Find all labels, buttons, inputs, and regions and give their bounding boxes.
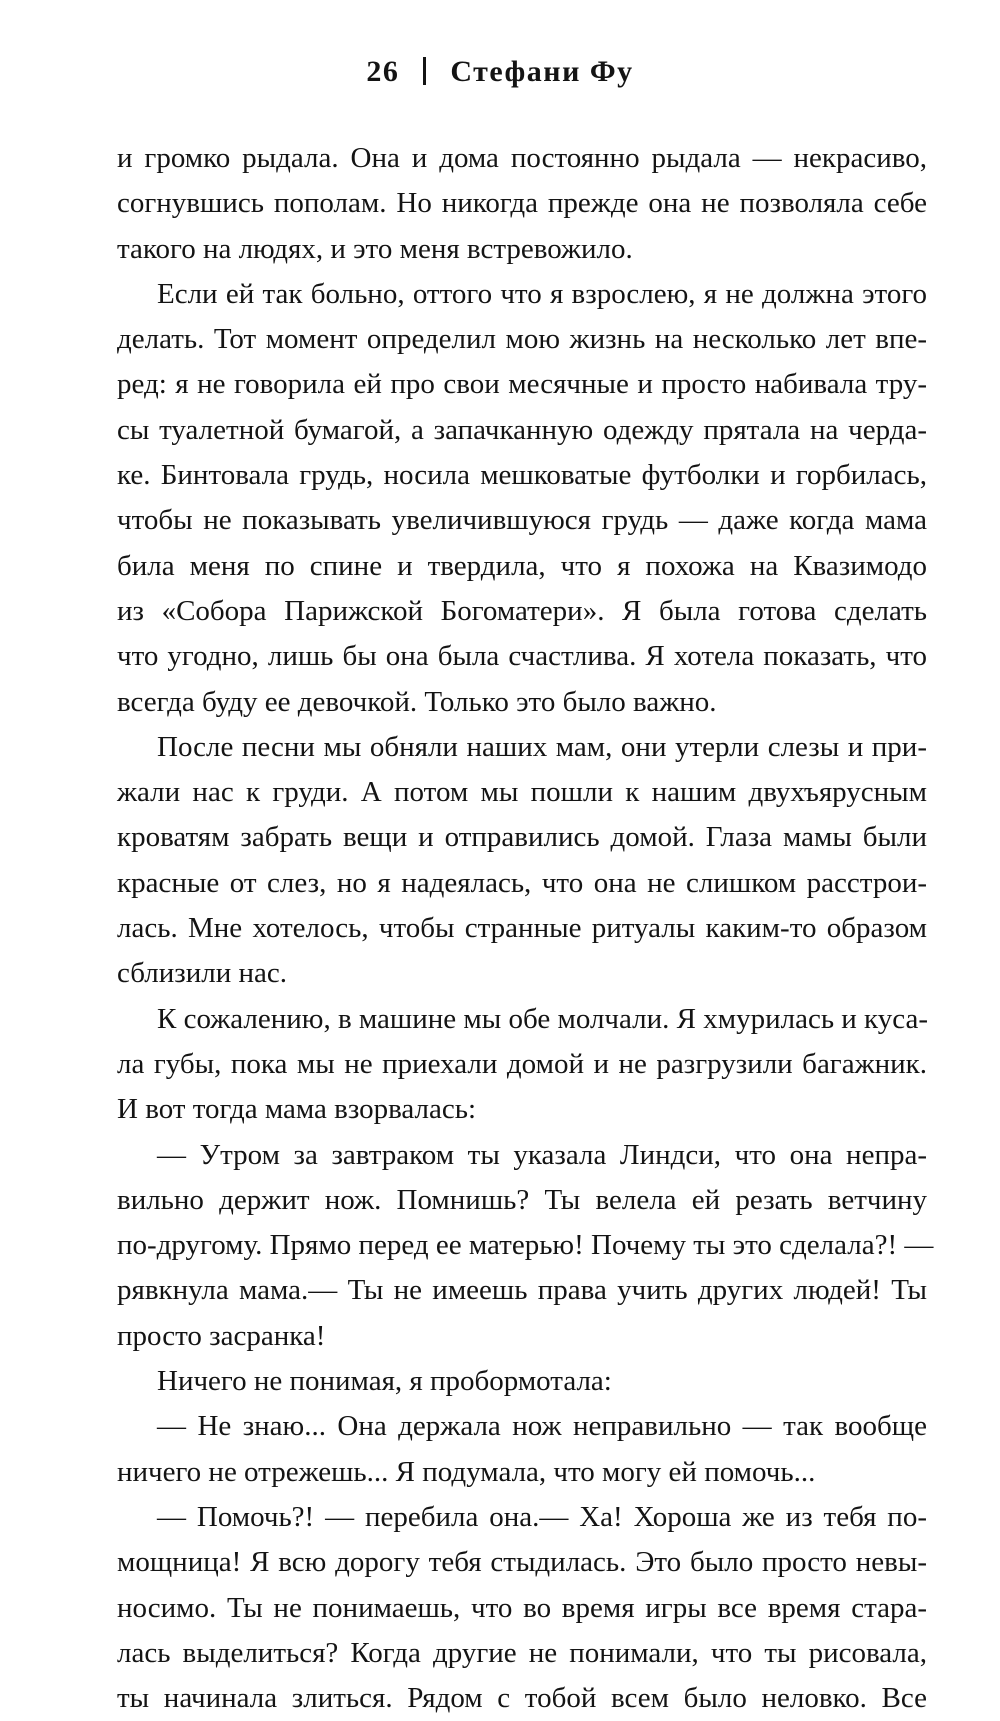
text-line: рявкнула мама.— Ты не имеешь права учить других людей! Ты xyxy=(117,1274,927,1307)
text-line: по-другому. Прямо перед ее матерью! Почему ты это сделала?! — xyxy=(117,1229,934,1262)
text-line: сблизили нас. xyxy=(117,957,287,990)
text-line: жали нас к груди. А потом мы пошли к нашим двухъярусным xyxy=(117,776,927,809)
page-body xyxy=(117,136,934,1715)
book-author: Стефани Фу xyxy=(450,55,634,88)
text-line: била меня по спине и твердила, что я похожа на Квазимодо xyxy=(117,549,927,582)
text-line: просто засранка! xyxy=(117,1319,326,1352)
header-separator xyxy=(423,57,426,85)
text-line: ла губы, пока мы не приехали домой и не разгрузили багажник. xyxy=(117,1047,927,1080)
text-line: ке. Бинтовала грудь, носила мешковатые футболки и горбилась, xyxy=(117,459,927,492)
text-line: И вот тогда мама взорвалась: xyxy=(117,1093,477,1126)
text-line: всегда буду ее девочкой. Только это было важно. xyxy=(117,685,717,718)
text-line: — Не знаю... Она держала нож неправильно — так вообще xyxy=(157,1410,927,1443)
text-line: лась выделиться? Когда другие не понимали, что ты рисовала, xyxy=(117,1636,927,1669)
text-line: ред: я не говорила ей про свои месячные и просто набивала тру- xyxy=(117,368,927,401)
text-line: что угодно, лишь бы она была счастлива. Я хотела показать, что xyxy=(117,640,927,673)
text-line: Если ей так больно, оттого что я взрослею, я не должна этого xyxy=(157,277,927,310)
text-line: лась. Мне хотелось, чтобы странные ритуалы каким-то образом xyxy=(117,912,927,945)
text-line: К сожалению, в машине мы обе молчали. Я хмурилась и куса- xyxy=(157,1002,928,1035)
text-line: сы туалетной бумагой, а запачканную одежду прятала на черда- xyxy=(117,413,927,446)
running-header xyxy=(0,52,1000,92)
text-line: мощница! Я всю дорогу тебя стыдилась. Это было просто невы- xyxy=(117,1546,927,1579)
text-line: — Утром за завтраком ты указала Линдси, что она непра- xyxy=(157,1138,927,1171)
text-line: ничего не отрежешь... Я подумала, что могу ей помочь... xyxy=(117,1455,816,1488)
text-line: красные от слез, но я надеялась, что она не слишком расстрои- xyxy=(117,866,927,899)
text-line: После песни мы обняли наших мам, они утерли слезы и при- xyxy=(157,730,927,763)
text-line: — Помочь?! — перебила она.— Ха! Хороша же из тебя по- xyxy=(157,1500,927,1533)
text-line: кроватям забрать вещи и отправились домой. Глаза мамы были xyxy=(117,821,927,854)
text-line: такого на людях, и это меня встревожило. xyxy=(117,232,633,265)
text-line: вильно держит нож. Помнишь? Ты велела ей резать ветчину xyxy=(117,1183,927,1216)
page-number: 26 xyxy=(366,55,400,88)
text-line: Ничего не понимая, я пробормотала: xyxy=(157,1365,612,1398)
text-line: из «Собора Парижской Богоматери». Я была готова сделать xyxy=(117,594,927,627)
text-line: ты начинала злиться. Рядом с тобой всем было неловко. Все xyxy=(117,1682,927,1715)
text-line: делать. Тот момент определил мою жизнь на несколько лет впе- xyxy=(117,323,927,356)
text-line: носимо. Ты не понимаешь, что во время игры все время стара- xyxy=(117,1591,927,1624)
text-line: согнувшись пополам. Но никогда прежде она не позволяла себе xyxy=(117,187,927,220)
text-line: и громко рыдала. Она и дома постоянно рыдала — некрасиво, xyxy=(117,142,927,174)
text-line: чтобы не показывать увеличившуюся грудь — даже когда мама xyxy=(117,504,927,537)
